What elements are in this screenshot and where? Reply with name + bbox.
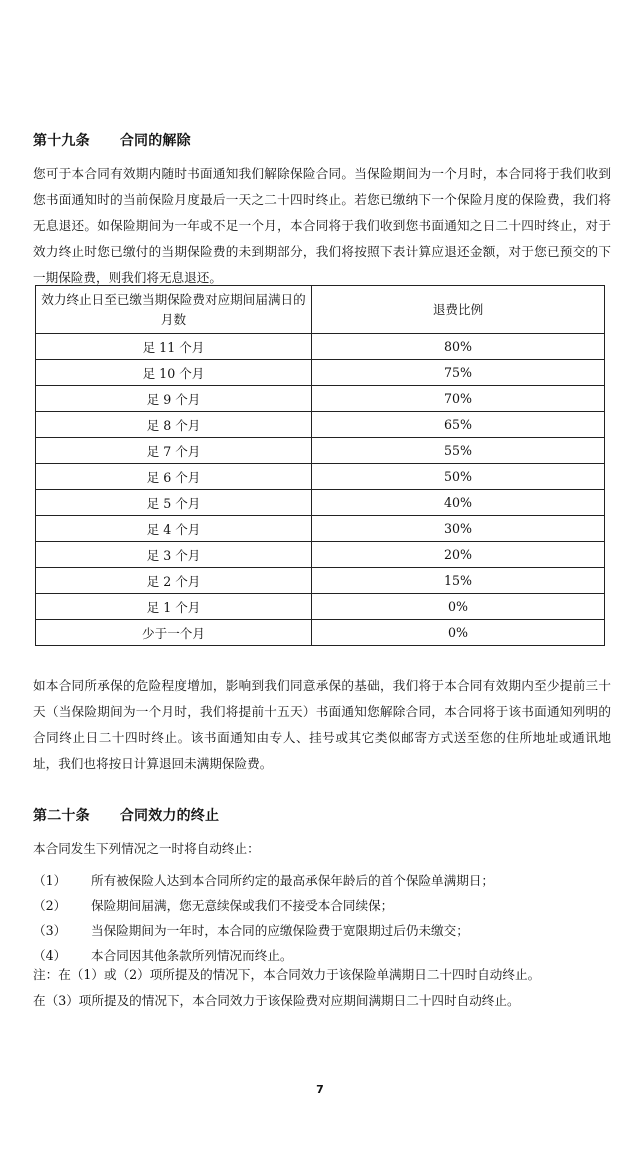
- table-row: [36, 490, 605, 516]
- table-row: [36, 334, 605, 360]
- table-cell-months: 足 8 个月: [36, 412, 312, 438]
- table-row: [36, 542, 605, 568]
- table-row: [36, 438, 605, 464]
- table-cell-months: 足 4 个月: [36, 516, 312, 542]
- refund-ratio-table: [35, 285, 605, 646]
- table-cell-months: 足 5 个月: [36, 490, 312, 516]
- list-item-text: 所有被保险人达到本合同所约定的最高承保年龄后的首个保险单满期日；: [91, 873, 494, 888]
- list-item: [33, 893, 613, 918]
- table-cell-ratio: 20%: [312, 542, 605, 568]
- section-20-title: 合同效力的终止: [119, 808, 220, 824]
- note-line-1: 注：在（1）或（2）项所提及的情况下，本合同效力于该保险单满期日二十四时自动终止。: [33, 967, 541, 982]
- table-row: [36, 594, 605, 620]
- termination-conditions-list: [33, 868, 613, 968]
- list-item-number: （3）: [33, 923, 67, 938]
- table-cell-months: 少于一个月: [36, 620, 312, 646]
- table-cell-months: 足 1 个月: [36, 594, 312, 620]
- table-cell-ratio: 30%: [312, 516, 605, 542]
- table-header-refund-ratio: 退费比例: [312, 286, 605, 334]
- table-cell-months: 足 3 个月: [36, 542, 312, 568]
- section-20-heading: [33, 805, 219, 825]
- table-row: [36, 516, 605, 542]
- list-item-number: （2）: [33, 898, 67, 913]
- table-cell-ratio: 70%: [312, 386, 605, 412]
- section-19-heading: [33, 130, 191, 150]
- list-item-number: （1）: [33, 873, 67, 888]
- section-19-number: 第十九条: [33, 133, 90, 149]
- list-item: [33, 868, 613, 893]
- table-cell-months: 足 2 个月: [36, 568, 312, 594]
- table-row: [36, 360, 605, 386]
- section-20-notes: [33, 962, 623, 1014]
- table-row: [36, 386, 605, 412]
- note-line-2: 在（3）项所提及的情况下，本合同效力于该保险费对应期间满期日二十四时自动终止。: [33, 993, 520, 1008]
- table-cell-months: 足 10 个月: [36, 360, 312, 386]
- table-cell-months: 足 11 个月: [36, 334, 312, 360]
- table-cell-ratio: 50%: [312, 464, 605, 490]
- table-row: [36, 620, 605, 646]
- table-cell-ratio: 80%: [312, 334, 605, 360]
- table-row: [36, 464, 605, 490]
- list-item-number: （4）: [33, 948, 67, 963]
- list-item-text: 保险期间届满，您无意续保或我们不接受本合同续保；: [91, 898, 394, 913]
- table-header-months: 效力终止日至已缴当期保险费对应期间届满日的月数: [36, 286, 312, 334]
- table-row: [36, 568, 605, 594]
- table-cell-ratio: 75%: [312, 360, 605, 386]
- section-19-paragraph-2: 如本合同所承保的危险程度增加，影响到我们同意承保的基础，我们将于本合同有效期内至少提前三十天（当保险期间为一个月时，我们将提前十五天）书面通知您解除合同，本合同将于该书面通知列明的合同终止日二十四时终止。该书面通知由专人、挂号或其它类似邮寄方式送至您的住所地址或通讯地址，我们也将按日计算退回未满期保险费。: [33, 678, 611, 771]
- section-20-intro: 本合同发生下列情况之一时将自动终止：: [33, 841, 260, 856]
- list-item-text: 当保险期间为一年时，本合同的应缴保险费于宽限期过后仍未缴交；: [91, 923, 469, 938]
- table-cell-ratio: 0%: [312, 620, 605, 646]
- table-cell-months: 足 6 个月: [36, 464, 312, 490]
- table-header-row: [36, 286, 605, 334]
- table-cell-ratio: 40%: [312, 490, 605, 516]
- table-cell-ratio: 65%: [312, 412, 605, 438]
- table-cell-ratio: 55%: [312, 438, 605, 464]
- table-cell-months: 足 9 个月: [36, 386, 312, 412]
- list-item-text: 本合同因其他条款所列情况而终止。: [91, 948, 293, 963]
- page-number: 7: [316, 1083, 324, 1096]
- table-row: [36, 412, 605, 438]
- table-cell-ratio: 0%: [312, 594, 605, 620]
- section-20-number: 第二十条: [33, 808, 90, 824]
- section-19-title: 合同的解除: [119, 133, 191, 149]
- table-cell-months: 足 7 个月: [36, 438, 312, 464]
- list-item: [33, 918, 613, 943]
- table-cell-ratio: 15%: [312, 568, 605, 594]
- section-19-paragraph: 您可于本合同有效期内随时书面通知我们解除保险合同。当保险期间为一个月时，本合同将于我们收到您书面通知时的当前保险月度最后一天之二十四时终止。若您已缴纳下一个保险月度的保险费，我们将无息退还。如保险期间为一年或不足一个月，本合同将于我们收到您书面通知之日二十四时终止，对于效力终止时您已缴付的当期保险费的未到期部分，我们将按照下表计算应退还金额，对于您已预交的下一期保险费，则我们将无息退还。: [33, 166, 611, 285]
